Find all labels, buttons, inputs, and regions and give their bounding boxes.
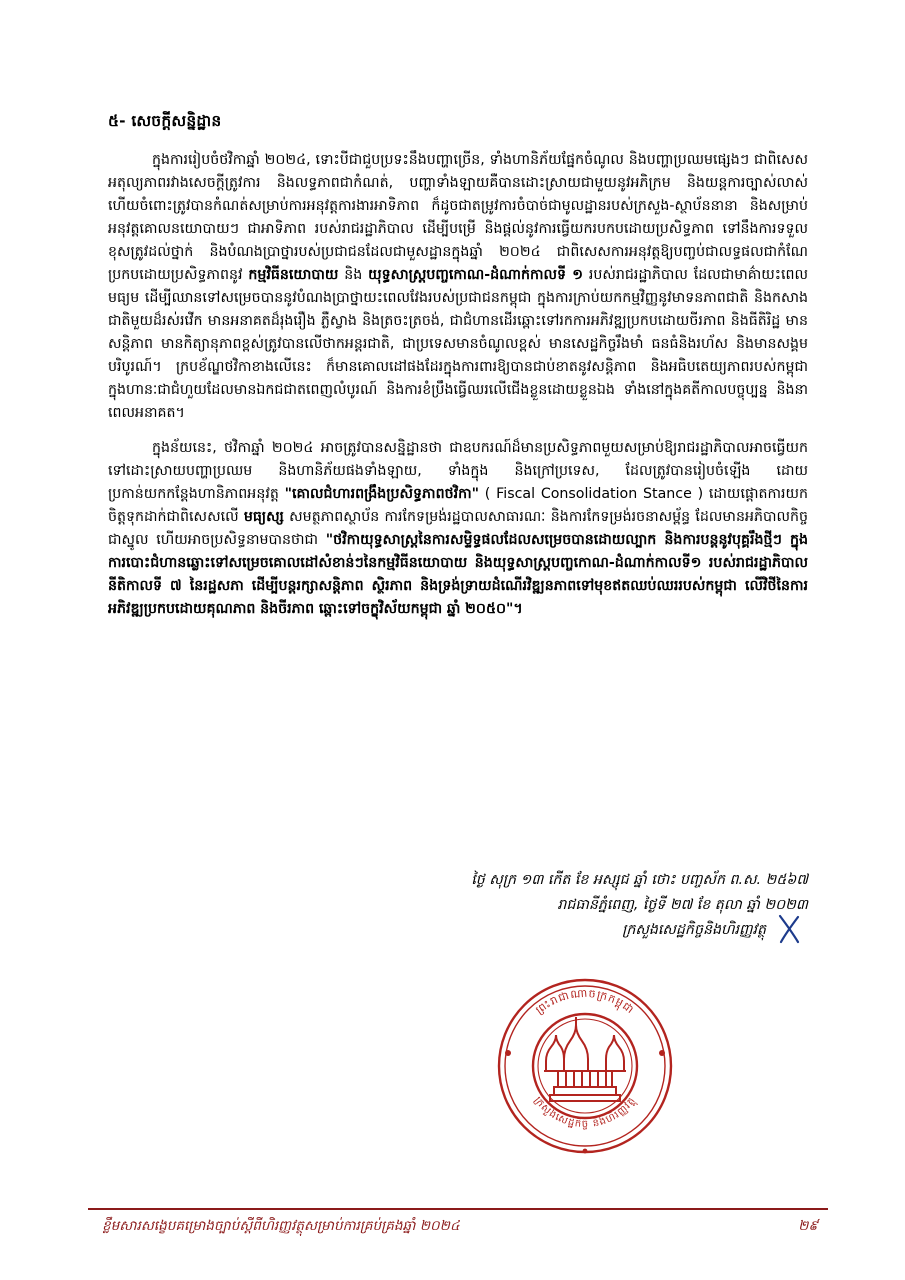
text-run: យុទ្ធសាស្ត្របញ្ចកោណ-ដំណាក់កាលទី ១: [368, 267, 583, 284]
text-run: របស់រាជរដ្ឋាភិបាល ដែលជាមាគ៌ាយះពេលមធ្យម ដើម្បីឈានទៅសម្រេចបាននូវបំណងប្រាថ្នាយះពេលវែងរបស់ប្រជាជនកម្ពុជា ក្នុងការក្រាប់យកកម្មវិញ្ញនូវមាទនភាពជាតិ និងកសាងជាតិមួយដ៏រស់រវើក មានអនាគតដ៏រុងរឿង ភ្លឺស្វាង និងត្រចះត្រចង់, ជាជំហានដើរឆ្ពោះទៅរកការអភិវឌ្ឍប្រកបដោយចីរភាព និងធីតិរិដ្ឋ មានសន្តិភាព មានកិត្យានុភាពខ្ពស់ត្រូវបានលើថាកអន្តរជាតិ, ជាប្រទេសមានចំណូលខ្ពស់ មានសេដ្ឋកិច្ចរឹងមាំ ធនធំនិងរហ័ស និងមានសង្គមបរិបូរណ៍។ ក្របខ័ណ្ឌថវិកាខាងលើនេះ ក៏មានគោលដៅផងដែរក្នុងការពារឱ្យបានជាប់ខាតនូវសន្តិភាព និងអធិបតេយ្យភាពរបស់កម្ពុជា ក្នុងហានៈជាជំហួយដែលមានឯកជជាតពេញលំបូរណ៍ និងការខំប្រឹងធ្វើឈរលើជើងខ្លួនដោយខ្លួនឯង ទាំងនៅក្នុងគតីកាលបច្ចុប្បន្ន និងនាពេលអនាគត។: [108, 267, 809, 422]
text-run: កម្មវិធីនយោបាយ: [248, 267, 339, 284]
footer-divider: [88, 1208, 828, 1210]
text-run: ( Fiscal Consolidation Stance ) ដោយផ្ដោតការយកចិត្តទុកដាក់ជាពិសេសលើ: [108, 486, 808, 526]
paragraph-1: [108, 149, 808, 425]
section-title: ៥- សេចក្ដីសន្និដ្ឋាន: [108, 112, 222, 130]
signature-ministry-label: ក្រសួងសេដ្ឋកិច្ចនិងហិរញ្ញវត្ថុ: [622, 921, 766, 938]
text-run: មធ្យស្ស: [243, 509, 284, 526]
page-footer: [88, 1208, 828, 1237]
signature-ministry: [108, 918, 808, 943]
seal-top-text: ព្រះរាជាណាចក្រកម្ពុជា: [533, 986, 637, 1017]
signature-block: [108, 868, 808, 943]
text-run: និង: [338, 267, 369, 284]
footer-title: ខ្លឹមសារសង្ខេបគម្រោងច្បាប់ស្ដីពីហិរញ្ញវត្ថុសម្រាប់ការគ្រប់គ្រងឆ្នាំ ២០២៤: [102, 1218, 460, 1234]
paragraph-2: [108, 437, 808, 621]
signature-place-date: រាជធានីភ្នំពេញ, ថ្ងៃទី ២៧ ខែ តុលា ឆ្នាំ ២០២៣: [557, 896, 808, 913]
text-run: "ថវិកាយុទ្ធសាស្ត្រនៃការសម្ទិទ្ធផលដែលសម្រេចបានដោយល្បាក និងការបន្ដនូវបុគ្គរឹងថ្មីៗ ក្នុងការបោះជំហានឆ្លោះទៅសម្រេចគោលដៅសំខាន់ៗនៃកម្មវិធីនយោបាយ និងយុទ្ធសាស្ត្របញ្ចកោណ-ដំណាក់កាលទី១ របស់រាជរដ្ឋាភិបាល នីតិកាលទី ៧ នៃរដ្ឋសភា ដើម្បីបន្ដរក្សាសន្តិភាព ស្ថិរភាព និងទ្រង់ទ្រាយដំណើរវិឌ្ឍនភាពទៅមុខឥតឈប់ឈររបស់កម្ពុជា លើវិថីនៃការអភិវឌ្ឍប្រកបដោយគុណភាព និងចីរភាព ឆ្ពោះទៅចក្ខុវិស័យកម្ពុជា ឆ្នាំ ២០៥០"។: [108, 532, 808, 618]
page-number: ២៩: [798, 1218, 818, 1234]
seal-bottom-text: ក្រសួងសេដ្ឋកិច្ច និងហិរញ្ញវត្ថុ: [531, 1094, 639, 1131]
footer-row: [88, 1217, 828, 1237]
text-run: ក្នុងការរៀបចំថវិកាឆ្នាំ ២០២៤, ទោះបីជាជួបប្រទះនឹងបញ្ហាច្រើន, ទាំងហានិភ័យផ្នែកចំណូល និងបញ្ហាប្រឈមផ្សេងៗ ជាពិសេស អតុល្យភាពរវាងសេចក្ដីត្រូវការ និងលទ្ធភាពជាកំណត់, បញ្ហាទាំងឡាយគឺបានដោះស្រាយជាមួយនូវអភិក្រម និងយន្តការច្បាស់លាស់ ហើយចំពោះត្រូវបានកំណត់សម្រាប់ការអនុវត្តការងារអាទិភាព ក៏ដូចជាតម្រូវការចំបាច់ជាមូលដ្ឋានរបស់ក្រសួង-ស្ថាប័ននានា និងសម្រាប់អនុវត្តគោលនយោបាយៗ ជាអាទិភាព របស់រាជរដ្ឋាភិបាល ដើម្បីបម្រើ និងផ្ដល់នូវការធ្វើយករបកបដោយប្រសិទ្ធភាព ទៅនឹងការទទួលខុសត្រូវដល់ថ្នាក់ និងបំណងប្រាថ្នារបស់ប្រជាជនដែលជាមួសដ្ឋានក្នុងឆ្នាំ ២០២៤ ជាពិសេសការអនុវត្ដឱ្យបញ្ចប់ជាលទ្ធផលជាកំណែប្រកបដោយប្រសិទ្ធភាពនូវ: [108, 152, 808, 284]
official-seal-stamp: [494, 975, 676, 1157]
svg-text:ព្រះរាជាណាចក្រកម្ពុជា: [533, 987, 637, 1017]
signature-mark-icon: [776, 914, 802, 944]
signature-date-khmer: ថ្ងៃ សុក្រ ១៣ កើត ខែ អស្សុជ ឆ្នាំ ថោះ បញ្ចស័ក ព.ស. ២៥៦៧: [471, 872, 808, 888]
text-run: សមត្ថភាពស្ថាប័ន ការកែទម្រង់រដ្ឋបាលសាធារណៈ និងការកែទម្រង់រចនាសម្ព័ន្ធ ដែលមានអភិបាលកិច្ចជាស្នូល ហើយអាចប្រសិទ្ធនាមបានថាជា: [108, 509, 808, 549]
text-run: ក្នុងន័យនេះ, ថវិកាឆ្នាំ ២០២៤ អាចត្រូវបានសន្និដ្ឋានថា ជាឧបករណ៍ដ៏មានប្រសិទ្ធភាពមួយសម្រាប់ឱ្យរាជរដ្ឋាភិបាលអាចធ្វើយកទៅដោះស្រាយបញ្ហាប្រឈម និងហានិភ័យផងទាំងឡាយ, ទាំងក្នុង និងក្រៅប្រទេស, ដែលត្រូវបានរៀបចំឡើង ដោយប្រកាន់យកកន្ដែងហានិភាពអនុវត្ត: [108, 440, 808, 503]
document-body: [108, 110, 808, 633]
text-run: "គោលជំហារពង្រឹងប្រសិទ្ធភាពថវិកា": [284, 486, 479, 503]
